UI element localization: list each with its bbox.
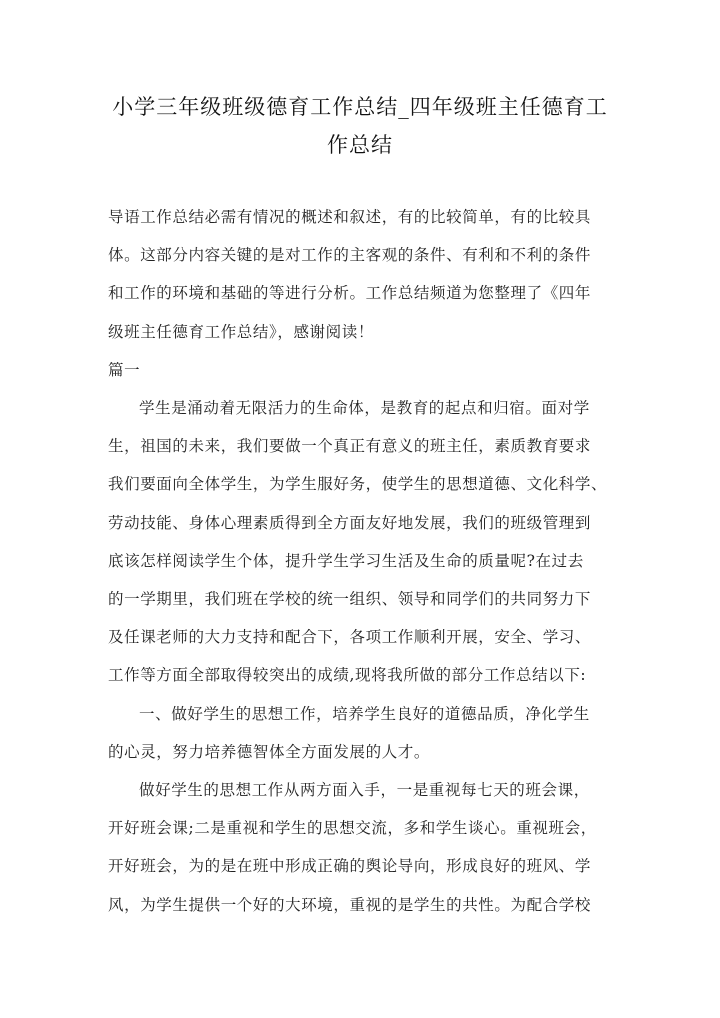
- paragraph-line: 及任课老师的大力支持和配合下，各项工作顺利开展，安全、学习、: [108, 628, 592, 647]
- document-title: [100, 88, 620, 164]
- title-line-1: 小学三年级班级德育工作总结_四年级班主任德育工: [112, 95, 608, 119]
- section-label-text: 篇一: [108, 361, 141, 379]
- paragraph-line: 开好班会，为的是在班中形成正确的舆论导向，形成良好的班风、学: [108, 857, 592, 876]
- paragraph-3: [108, 771, 614, 924]
- intro-line: 体。这部分内容关键的是对工作的主客观的条件、有利和不利的条件: [108, 246, 592, 265]
- paragraph-2: [108, 695, 614, 771]
- paragraph-line: 学生是涌动着无限活力的生命体，是教育的起点和归宿。面对学: [139, 399, 590, 417]
- paragraph-line: 工作等方面全部取得较突出的成绩,现将我所做的部分工作总结以下:: [108, 666, 587, 685]
- paragraph-line: 劳动技能、身体心理素质得到全方面友好地发展，我们的班级管理到: [108, 513, 592, 532]
- paragraph-line: 一、做好学生的思想工作，培养学生良好的道德品质，净化学生: [139, 705, 590, 723]
- paragraph-line: 开好班会课;二是重视和学生的思想交流，多和学生谈心。重视班会，: [108, 819, 597, 838]
- paragraph-line: 的心灵，努力培养德智体全方面发展的人才。: [108, 743, 431, 762]
- section-label: [108, 351, 614, 389]
- intro-line: 导语工作总结必需有情况的概述和叙述，有的比较简单，有的比较具: [108, 208, 592, 226]
- title-line-2: 作总结: [327, 133, 393, 157]
- paragraph-line: 生，祖国的未来，我们要做一个真正有意义的班主任，素质教育要求: [108, 437, 592, 456]
- paragraph-line: 风，为学生提供一个好的大环境，重视的是学生的共性。为配合学校: [108, 895, 592, 914]
- intro-line: 级班主任德育工作总结》，感谢阅读！: [108, 322, 374, 341]
- intro-paragraph: [108, 198, 614, 351]
- paragraph-line: 做好学生的思想工作从两方面入手，一是重视每七天的班会课，: [139, 781, 590, 799]
- intro-line: 和工作的环境和基础的等进行分析。工作总结频道为您整理了《四年: [108, 284, 592, 303]
- paragraph-1: [108, 389, 614, 695]
- paragraph-line: 的一学期里，我们班在学校的统一组织、领导和同学们的共同努力下: [108, 590, 592, 609]
- paragraph-line: 底该怎样阅读学生个体，提升学生学习生活及生命的质量呢?在过去: [108, 551, 584, 570]
- paragraph-line: 我们要面向全体学生，为学生服好务，使学生的思想道德、文化科学、: [108, 475, 608, 494]
